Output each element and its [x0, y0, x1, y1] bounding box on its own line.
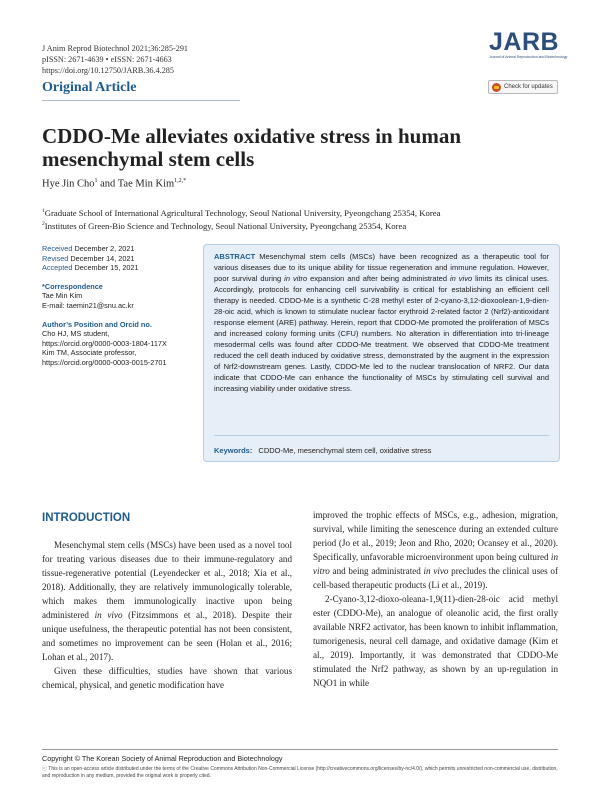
article-info-sidebar [42, 244, 202, 368]
title-line-2: mesenchymal stem cells [42, 147, 255, 171]
affiliation-mark: 2 [42, 220, 45, 227]
body-text: and being administrated [329, 566, 424, 576]
abstract-body [214, 251, 549, 394]
section-heading-introduction: INTRODUCTION [42, 512, 131, 524]
correspondence-heading: *Correspondence [42, 281, 103, 291]
check-for-updates-button[interactable] [488, 80, 558, 94]
orcid-line: Kim TM, Associate professor, [42, 348, 137, 358]
doi-link[interactable]: https://doi.org/10.12750/JARB.36.4.285 [42, 65, 174, 75]
footer-divider [42, 749, 558, 750]
abstract-emphasis: in vitro [284, 274, 308, 283]
author-affiliation-mark: 1,2,* [174, 178, 187, 184]
orcid-heading: Author’s Position and Orcid no. [42, 319, 152, 329]
keywords-divider [214, 435, 549, 436]
orcid-link[interactable]: https://orcid.org/0000-0003-1804-117X [42, 338, 167, 348]
abstract-text: expansion and after being administrated [307, 274, 450, 283]
body-text: improved the trophic effects of MSCs, e.g., adhesion, migration, survival, while limiting the senescence during an extended culture period (Jo et al., 2019; Jeon and Rho, 2020; Ocansey et al., 2020). Specifically, unfavorable microenvironment upon being cultured [313, 510, 558, 562]
keywords-text: CDDO-Me, mesenchymal stem cell, oxidative stress [256, 446, 432, 455]
body-column-right [313, 508, 558, 690]
body-column-left [42, 538, 292, 692]
abstract-emphasis: in vivo [450, 274, 473, 283]
abstract-text: Mesenchymal stem cells (MSCs) have been recognized as a therapeutic tool for various diseases due to its unique ability for tissue regeneration and immune regulation. However, poor survival during [214, 252, 549, 283]
date-value: December 14, 2021 [68, 253, 135, 263]
date-label: Revised [42, 253, 69, 263]
title-line-1: CDDO-Me alleviates oxidative stress in human [42, 124, 462, 148]
affiliation-item [42, 219, 440, 232]
date-value: December 2, 2021 [72, 244, 135, 253]
date-label: Received [42, 244, 73, 253]
author-list [42, 178, 186, 190]
body-text: precludes the clinical uses of cell-based therapeutic products (Li et al., 2019). [313, 566, 558, 590]
logo-subtitle: Journal of Animal Reproduction and Biotechnology [489, 55, 568, 59]
author-name: Hye Jin Cho [42, 178, 95, 190]
body-text: (Fitzsimmons et al., 2018). Despite their unique usefulness, the therapeutic potential has not been consistent, and sometimes no improvement can be seen (Holan et al., 2016; Lohan et al., 2017). [42, 610, 293, 662]
date-label: Accepted [42, 263, 73, 273]
abstract-text: limits its clinical uses. Accordingly, protocols for enhancing cell survivability is critical for establishing an efficient cell therapy is needed. CDDO-Me is a synthetic C-28 methyl ester of 2-cyano-3,12-dioxoolean-1,9-dien-28-oic acid, which is known to stimulate nuclear factor erythroid 2-related factor 2 (Nrf2)-antioxidant response element (ARE) pathway. Herein, report that CDDO-Me promoted the proliferation of MSCs and increased colony forming units (CFU) numbers. No alteration in differentiation into tri-lineage mesodermal cells was found after CDDO-Me treatment. We observed that CDDO-Me treatment reduced the cell death induced by oxidative stress, demonstrated by the augment in the expression of Nrf2-downstream genes. Lastly, CDDO-Me led to the nuclear translocation of NRF2. Our data indicate that CDDO-Me can enhance the functionality of MSCs by stimulating cell survival and increasing viability under oxidative stress. [214, 274, 549, 393]
author-name: Tae Min Kim [117, 178, 175, 190]
crossmark-icon [492, 83, 501, 92]
body-paragraph [42, 538, 292, 664]
keywords [214, 445, 431, 456]
check-updates-label: Check for updates [504, 84, 553, 90]
body-text: Mesenchymal stem cells (MSCs) have been used as a novel tool for treating various diseases due to their immune-regulatory and tissue-regenerative potential (Leyendecker et al., 2018; Xia et al., 2018). Additionally, they are relatively immunologically tolerable, which makes them immunologically inactive upon being administered [42, 540, 292, 620]
affiliation-mark: 1 [42, 208, 45, 214]
keywords-label: Keywords: [214, 446, 253, 455]
orcid-link[interactable]: https://orcid.org/0000-0003-0015-2701 [42, 357, 167, 367]
body-paragraph [313, 508, 558, 592]
date-value: December 15, 2021 [72, 263, 139, 273]
license-notice: ⓒ This is an open-access article distributed under the terms of the Creative Commons Attribution Non-Commercial License (http://creativecommons.org/licenses/by-nc/4.0/), which permits unrestricted non-commercial use, distribution, and reproduction in any medium, provided the original work is properly cited. [42, 766, 558, 779]
abstract-label: ABSTRACT [214, 252, 256, 261]
orcid-line: Cho HJ, MS student, [42, 329, 110, 339]
copyright-notice: Copyright © The Korean Society of Animal Reproduction and Biotechnology [42, 754, 283, 763]
article-type: Original Article [42, 80, 137, 95]
affiliation-item [42, 206, 440, 219]
date-revised [42, 254, 202, 264]
correspondence-email[interactable]: E-mail: taemin21@snu.ac.kr [42, 300, 134, 310]
affiliation-text: Graduate School of International Agricultural Technology, Seoul National University, Pyeongchang 25354, Korea [44, 207, 441, 218]
journal-citation: J Anim Reprod Biotechnol 2021;36:285-291 [42, 44, 189, 53]
body-emphasis: in vivo [94, 610, 123, 620]
body-paragraph: 2-Cyano-3,12-dioxo-oleana-1,9(11)-dien-28-oic acid methyl ester (CDDO-Me), an analogue of oleanolic acid, the first orally available NRF2 activator, has been known to inhibit inflammation, tumorigenesis, neural cell damage, and oxidative damage (Kim et al., 2019). Importantly, it was demonstrated that CDDO-Me stimulated the Nrf2 pathway, as shown by an up-regulation in NQO1 in while [313, 594, 558, 688]
body-paragraph: Given these difficulties, studies have shown that various chemical, physical, and genetic modification have [42, 666, 292, 690]
journal-meta [42, 44, 188, 76]
affiliation-text: Institutes of Green-Bio Science and Technology, Seoul National University, Pyeongchang 25354, Korea [44, 220, 407, 231]
article-title [42, 125, 562, 171]
date-accepted [42, 263, 202, 273]
correspondence-name: Tae Min Kim [42, 291, 83, 301]
author-separator: and [97, 178, 118, 190]
date-received [42, 244, 202, 254]
affiliations [42, 206, 440, 232]
logo-wordmark: JARB [489, 28, 560, 56]
issn-line: pISSN: 2671-4639 • eISSN: 2671-4663 [42, 54, 172, 64]
journal-logo [489, 28, 568, 60]
author-affiliation-mark: 1 [94, 178, 98, 184]
body-emphasis: in vitro [313, 552, 558, 576]
article-type-divider [42, 100, 240, 101]
abstract-box [203, 244, 560, 462]
body-emphasis: in vivo [423, 566, 449, 576]
